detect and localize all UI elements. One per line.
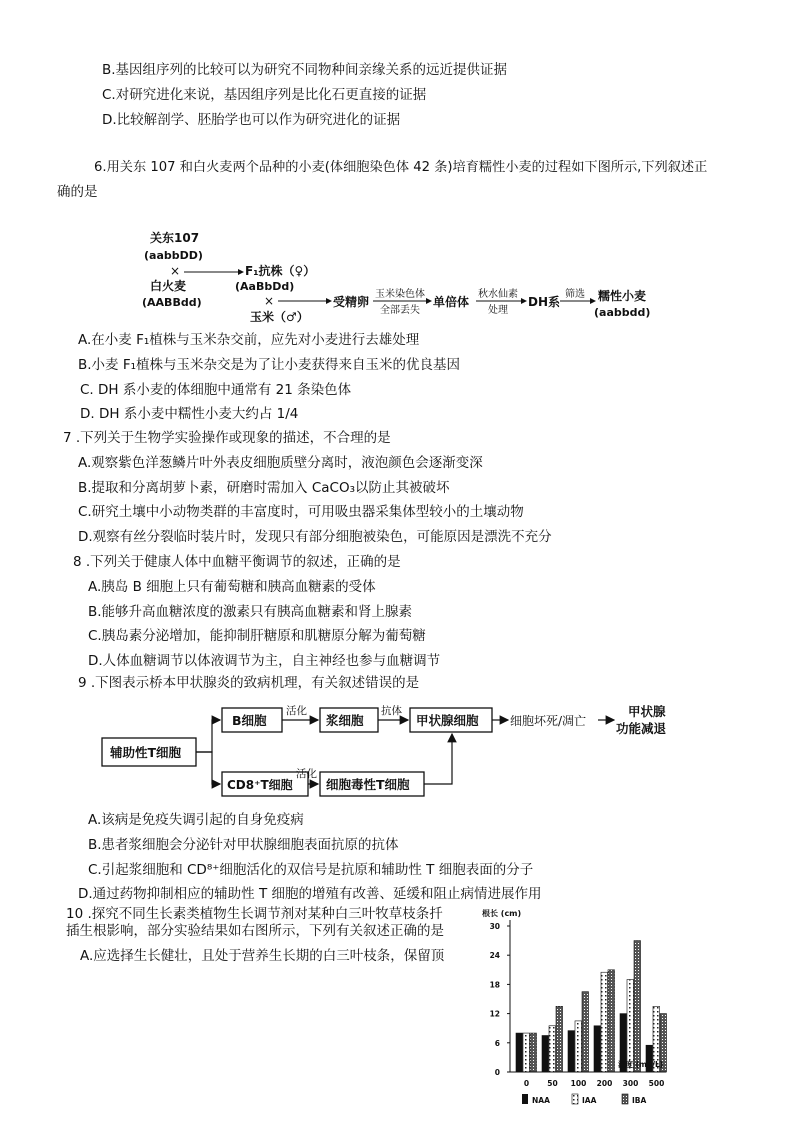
bar-iaa-300 bbox=[627, 980, 634, 1072]
q7-option-c: C.研究土壤中小动物类群的丰富度时，可用吸虫器采集体型较小的土壤动物 bbox=[78, 504, 524, 520]
q6-stem-line2: 确的是 bbox=[57, 184, 98, 200]
q10-bar-chart bbox=[472, 906, 678, 1112]
x-tick-label: 300 bbox=[622, 1079, 639, 1088]
helper-t-label: 辅助性T细胞 bbox=[110, 745, 182, 760]
chart-xlabel: 浓度 (mg/L) bbox=[618, 1060, 664, 1069]
x-tick-label: 500 bbox=[648, 1079, 665, 1088]
q5-option-b: B.基因组序列的比较可以为研究不同物种间亲缘关系的远近提供证据 bbox=[102, 62, 508, 78]
cytotoxic-to-thyroid bbox=[424, 734, 452, 784]
q7-option-b: B.提取和分离胡萝卜素，研磨时需加入 CaCO₃以防止其被破坏 bbox=[78, 480, 450, 496]
damage-label: 细胞坏死/凋亡 bbox=[510, 714, 587, 728]
q10-option-a: A.应选择生长健壮，且处于营养生长期的白三叶枝条，保留顶 bbox=[80, 948, 445, 964]
q6-option-c: C. DH 系小麦的体细胞中通常有 21 条染色体 bbox=[80, 382, 352, 398]
parent1-genotype: (aabbDD) bbox=[144, 249, 203, 262]
bar-iba-50 bbox=[556, 1006, 563, 1072]
bar-naa-100 bbox=[568, 1031, 575, 1072]
q9-option-d: D.通过药物抑制相应的辅助性 T 细胞的增殖有改善、延缓和阻止病情进展作用 bbox=[78, 886, 542, 902]
y-tick-label: 24 bbox=[489, 951, 500, 961]
parent1-name: 关东107 bbox=[150, 231, 200, 245]
legend-label-iaa: IAA bbox=[582, 1096, 597, 1105]
chart-ylabel: 根长 (cm) bbox=[482, 909, 522, 918]
y-tick-label: 18 bbox=[489, 980, 500, 990]
thyroid-cell-label: 甲状腺细胞 bbox=[416, 713, 479, 728]
cross2-arrow-head bbox=[326, 298, 332, 304]
bar-naa-0 bbox=[516, 1033, 523, 1072]
q7-stem: 7 .下列关于生物学实验操作或现象的描述，不合理的是 bbox=[63, 430, 391, 446]
cytotoxic-label: 细胞毒性T细胞 bbox=[326, 777, 410, 792]
antibody-label: 抗体 bbox=[381, 705, 402, 717]
b-cell-label: B细胞 bbox=[232, 713, 267, 728]
cd8-label: CD8⁺T细胞 bbox=[227, 778, 293, 792]
cross-sign-1: × bbox=[170, 264, 181, 278]
q5-option-c: C.对研究进化来说，基因组序列是比化石更直接的证据 bbox=[102, 87, 427, 103]
f1-genotype: (AaBbDd) bbox=[235, 280, 295, 293]
result: 糯性小麦 bbox=[598, 289, 647, 303]
legend-swatch-naa bbox=[522, 1094, 528, 1104]
activate1-label: 活化 bbox=[286, 705, 307, 717]
cross-sign-2: × bbox=[264, 294, 275, 308]
x-tick-label: 100 bbox=[570, 1079, 587, 1088]
bar-iba-300 bbox=[634, 941, 641, 1072]
legend-swatch-iba bbox=[622, 1094, 628, 1104]
step1-bottom: 全部丢失 bbox=[380, 305, 420, 316]
q9-mechanism-diagram bbox=[100, 700, 700, 802]
bar-iaa-0 bbox=[523, 1033, 530, 1072]
q7-option-a: A.观察紫色洋葱鳞片叶外表皮细胞质壁分离时，液泡颜色会逐渐变深 bbox=[78, 455, 483, 471]
cross1-arrow-head bbox=[238, 269, 244, 275]
q9-option-a: A.该病是免疫失调引起的自身免疫病 bbox=[88, 812, 304, 828]
q7-option-d: D.观察有丝分裂临时装片时，发现只有部分细胞被染色，可能原因是漂洗不充分 bbox=[78, 529, 552, 545]
q6-option-a: A.在小麦 F₁植株与玉米杂交前，应先对小麦进行去雄处理 bbox=[78, 332, 420, 348]
q6-breeding-diagram bbox=[140, 228, 680, 328]
q9-stem: 9 .下图表示桥本甲状腺炎的致病机理，有关叙述错误的是 bbox=[78, 675, 420, 691]
step2-arrow-head bbox=[521, 298, 527, 304]
bar-iaa-50 bbox=[549, 1026, 556, 1072]
outcome-line2: 功能减退 bbox=[616, 721, 667, 736]
bar-iba-100 bbox=[582, 992, 589, 1072]
outcome-line1: 甲状腺 bbox=[628, 704, 666, 719]
bar-iaa-200 bbox=[601, 972, 608, 1072]
q8-option-a: A.胰岛 B 细胞上只有葡萄糖和胰高血糖素的受体 bbox=[88, 579, 376, 595]
q10-stem-line2: 插生根影响，部分实验结果如右图所示，下列有关叙述正确的是 bbox=[66, 923, 444, 939]
parent2-genotype: (AABBdd) bbox=[142, 296, 202, 309]
step1-arrow-head bbox=[426, 298, 432, 304]
q10-stem-line1: 10 .探究不同生长素类植物生长调节剂对某种白三叶牧草枝条扦 bbox=[66, 906, 443, 922]
result-genotype: (aabbdd) bbox=[594, 306, 651, 319]
legend-label-iba: IBA bbox=[632, 1096, 647, 1105]
y-tick-label: 0 bbox=[494, 1068, 500, 1077]
y-tick-label: 12 bbox=[489, 1009, 500, 1019]
chart-legend bbox=[522, 1094, 647, 1105]
plasma-cell-label: 浆细胞 bbox=[326, 713, 364, 728]
q6-option-b: B.小麦 F₁植株与玉米杂交是为了让小麦获得来自玉米的优良基因 bbox=[78, 357, 461, 373]
q9-option-c: C.引起浆细胞和 CD⁸⁺细胞活化的双信号是抗原和辅助性 T 细胞表面的分子 bbox=[88, 862, 534, 878]
step1-top: 玉米染色体 bbox=[375, 289, 425, 300]
x-tick-label: 200 bbox=[596, 1079, 613, 1088]
x-tick-label: 0 bbox=[523, 1079, 530, 1088]
q8-option-b: B.能够升高血糖浓度的激素只有胰高血糖素和肾上腺素 bbox=[88, 604, 413, 620]
step2-bottom: 处理 bbox=[488, 305, 508, 316]
activate2-label: 活化 bbox=[296, 768, 317, 780]
bar-iaa-100 bbox=[575, 1021, 582, 1072]
dh-line: DH系 bbox=[528, 295, 561, 309]
legend-swatch-iaa bbox=[572, 1094, 578, 1104]
bar-iba-200 bbox=[608, 970, 615, 1072]
y-tick-label: 6 bbox=[494, 1038, 500, 1048]
branch-up bbox=[196, 720, 220, 752]
parent2-name: 白火麦 bbox=[150, 279, 187, 293]
bar-naa-50 bbox=[542, 1036, 549, 1073]
q8-stem: 8 .下列关于健康人体中血糖平衡调节的叙述，正确的是 bbox=[73, 554, 401, 570]
branch-down bbox=[196, 752, 220, 784]
q9-option-b: B.患者浆细胞会分泌针对甲状腺细胞表面抗原的抗体 bbox=[88, 837, 399, 853]
bar-naa-200 bbox=[594, 1026, 601, 1072]
x-tick-label: 50 bbox=[547, 1079, 558, 1088]
f1-label: F₁抗株（♀） bbox=[245, 264, 316, 278]
bar-iba-0 bbox=[530, 1033, 537, 1072]
q6-option-d: D. DH 系小麦中糯性小麦大约占 1/4 bbox=[80, 406, 299, 422]
step3-arrow-head bbox=[590, 298, 596, 304]
step3-top: 筛选 bbox=[565, 289, 585, 300]
y-tick-label: 30 bbox=[489, 922, 500, 931]
haploid: 单倍体 bbox=[433, 295, 470, 309]
corn-label: 玉米（♂） bbox=[250, 310, 309, 324]
q6-stem-line1: 6.用关东 107 和白火麦两个品种的小麦(体细胞染色体 42 条)培育糯性小麦的过程如下图所示,下列叙述正 bbox=[94, 160, 708, 175]
q5-option-d: D.比较解剖学、胚胎学也可以作为研究进化的证据 bbox=[102, 112, 401, 128]
legend-label-naa: NAA bbox=[532, 1096, 550, 1105]
q8-option-d: D.人体血糖调节以体液调节为主，自主神经也参与血糖调节 bbox=[88, 653, 441, 669]
q8-option-c: C.胰岛素分泌增加，能抑制肝糖原和肌糖原分解为葡萄糖 bbox=[88, 628, 426, 644]
fertilized-egg: 受精卵 bbox=[333, 295, 370, 309]
step2-top: 秋水仙素 bbox=[478, 289, 518, 300]
